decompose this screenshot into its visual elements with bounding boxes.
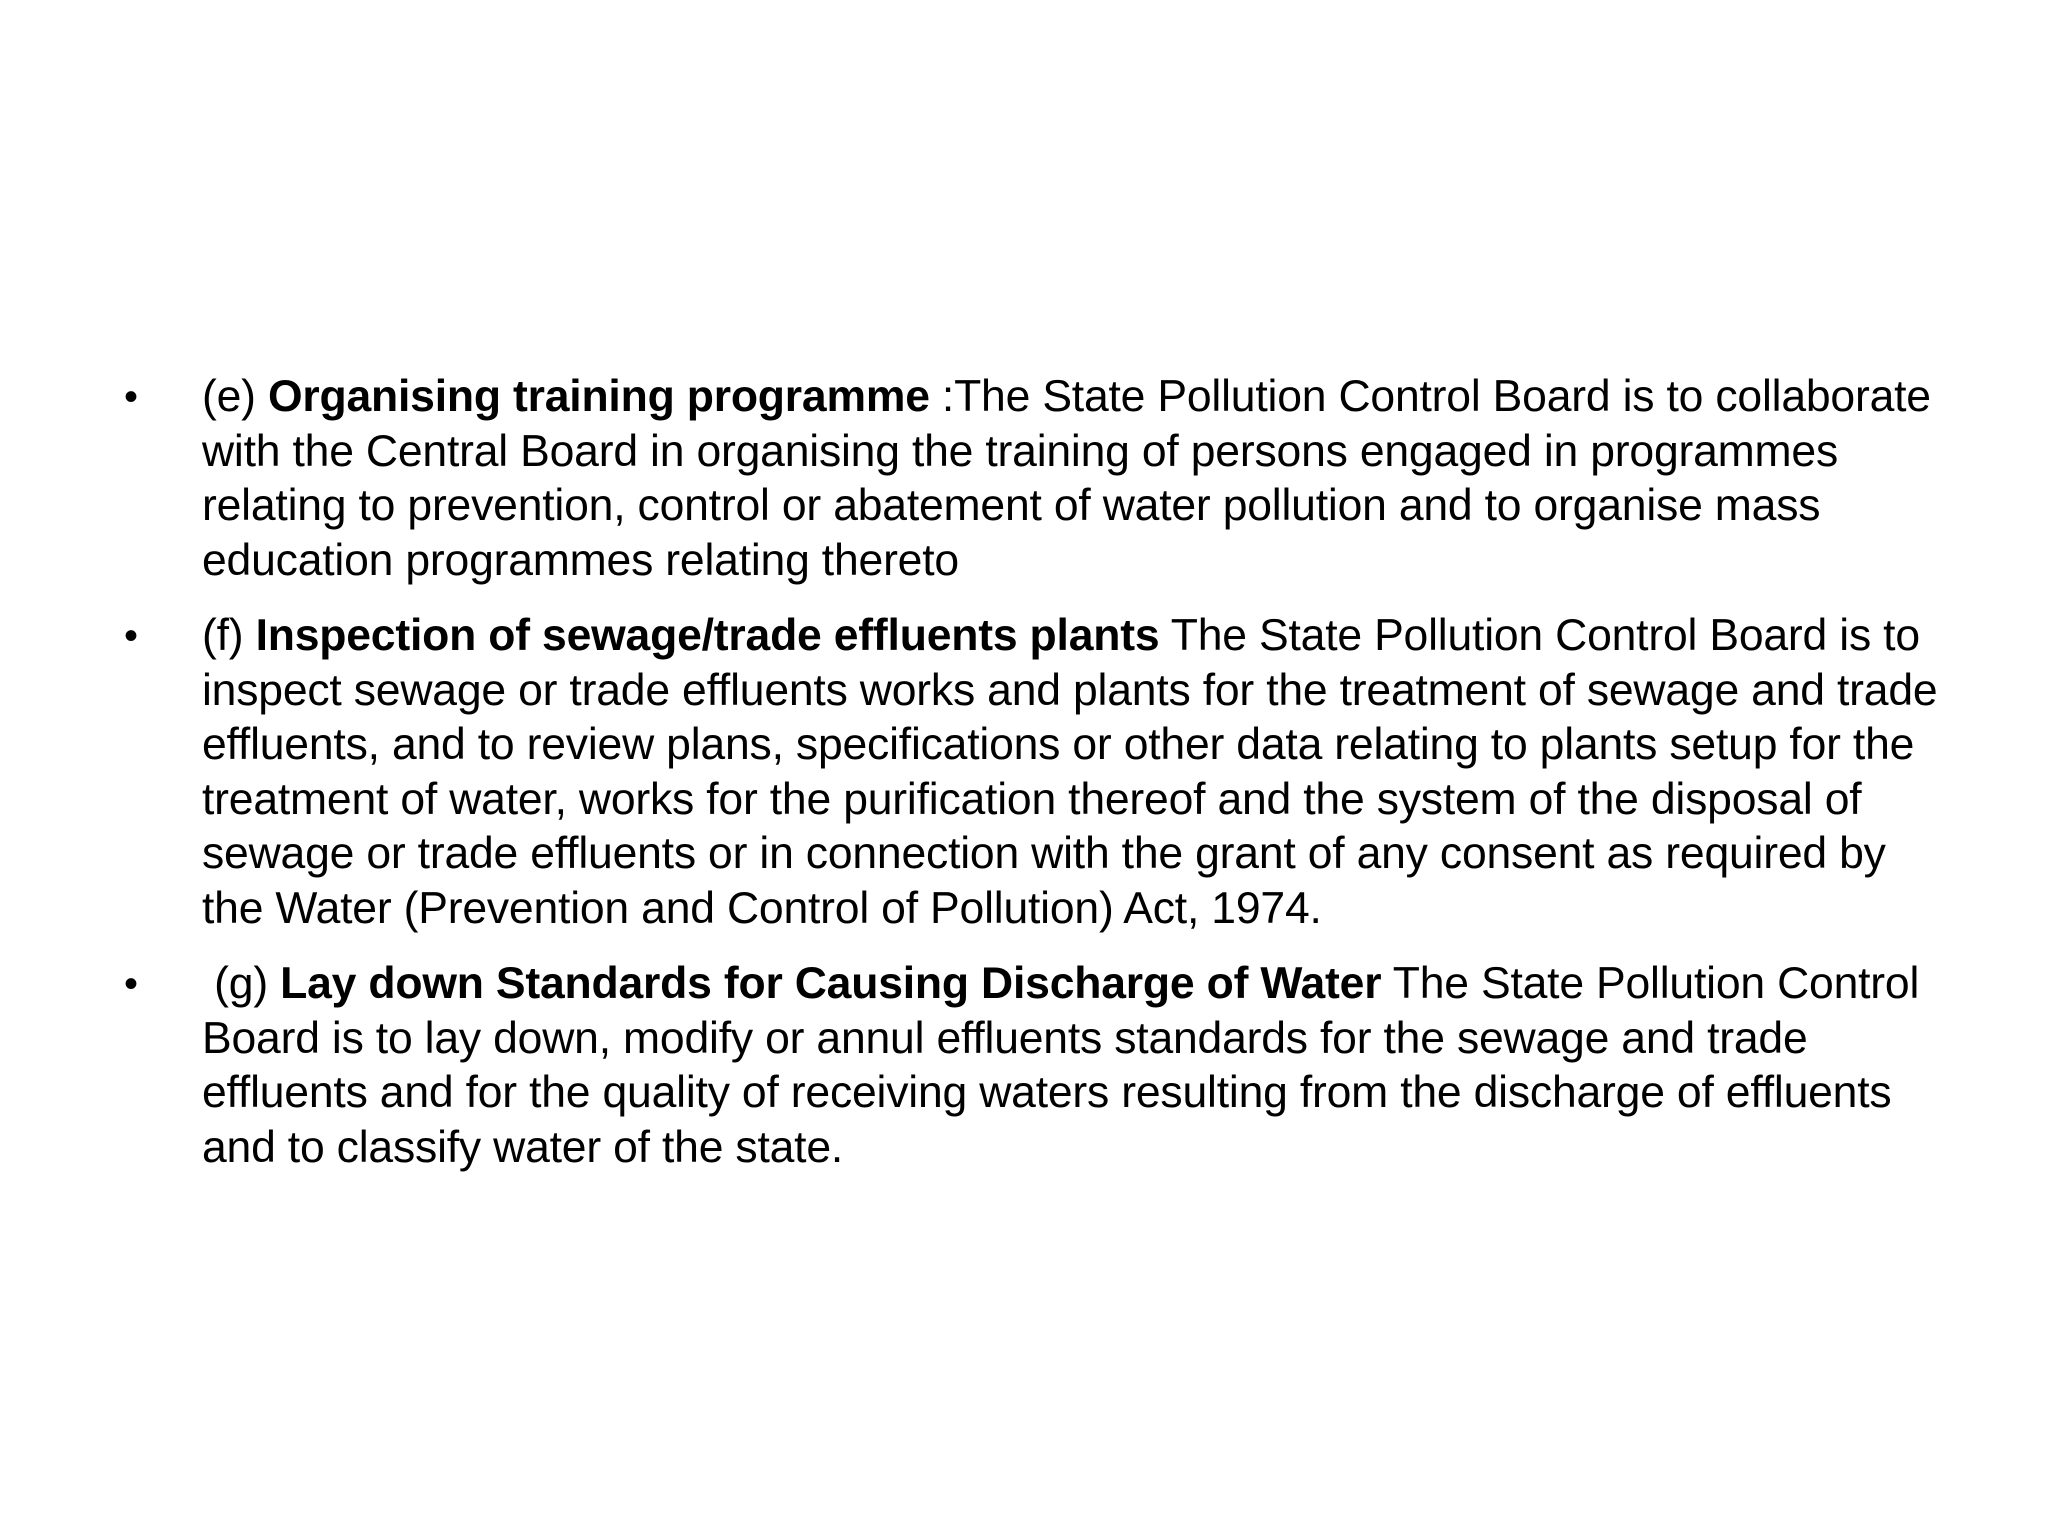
bullet-item-organising-training: [120, 370, 1950, 588]
item-body: The State Pollution Control Board is to lay down, modify or annul effluents standards for the sewage and trade effluents and for the quality of receiving waters resulting from the discharge of effluents and to classify water of the state.: [202, 959, 1932, 1172]
bullet-item-inspection-plants: [120, 609, 1950, 936]
item-body: :The State Pollution Control Board is to collaborate with the Central Board in organising the training of persons engaged in programmes relating to prevention, control or abatement of water pollution and to organise mass education programmes relating thereto: [202, 372, 1944, 585]
bullet-dot-icon: •: [124, 375, 138, 419]
item-prefix: (e): [202, 372, 268, 421]
item-prefix: (g): [202, 959, 281, 1008]
item-heading: Inspection of sewage/trade effluents plants: [255, 611, 1160, 660]
bullet-dot-icon: •: [124, 962, 138, 1006]
bullet-item-discharge-standards: [120, 957, 1950, 1175]
item-heading: Lay down Standards for Causing Discharge of Water: [280, 959, 1382, 1008]
bullet-dot-icon: •: [124, 614, 138, 658]
bullet-list: [120, 370, 1950, 1196]
item-heading: Organising training programme: [267, 372, 930, 421]
item-prefix: (f): [202, 611, 256, 660]
item-body: The State Pollution Control Board is to inspect sewage or trade effluents works and plants for the treatment of sewage and trade effluents, and to review plans, specifications or other data relating to plants setup for the treatment of water, works for the purification thereof and the system of the disposal of sewage or trade effluents or in connection with the grant of any consent as required by the Water (Prevention and Control of Pollution) Act, 1974.: [202, 611, 1950, 933]
